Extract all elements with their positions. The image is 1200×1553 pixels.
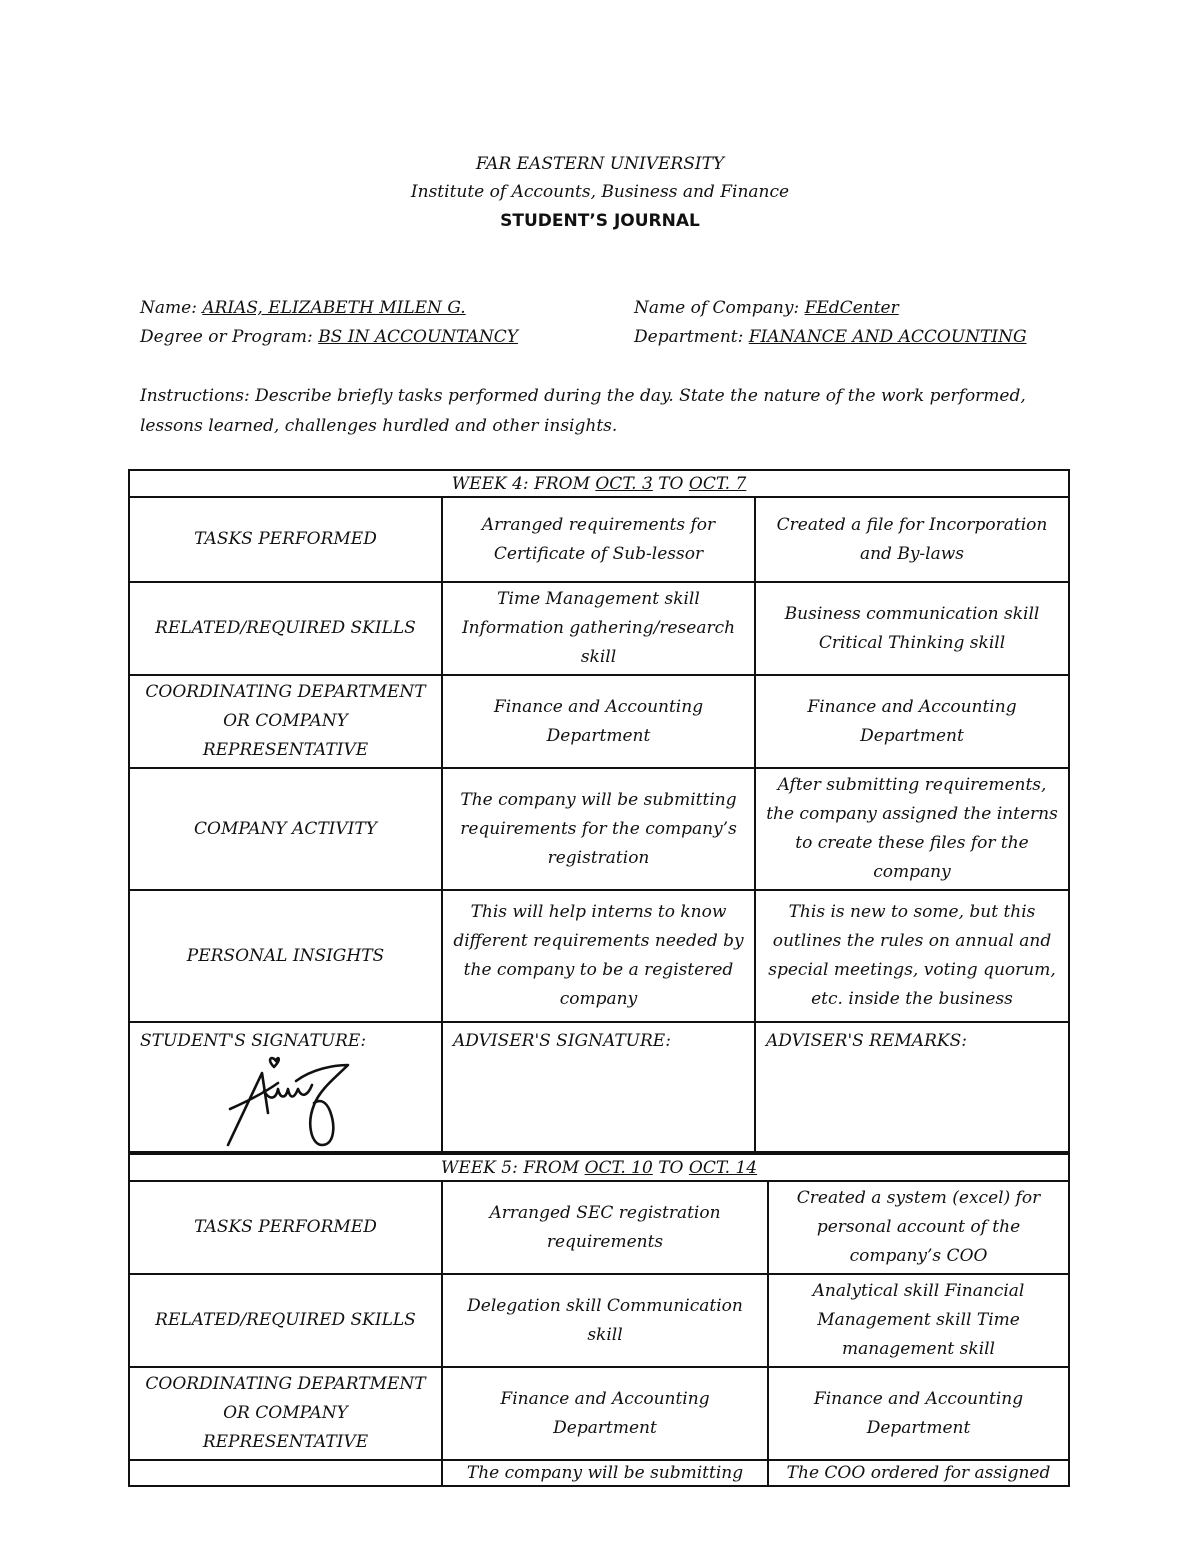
student-name-line	[140, 294, 466, 322]
handwritten-signature	[216, 1053, 366, 1149]
name-label: Name:	[140, 298, 203, 318]
department-label: Department:	[634, 327, 749, 347]
table-row	[129, 1367, 1069, 1460]
week5-title: WEEK 5: FROM OCT. 10 TO OCT. 14	[129, 1154, 1069, 1181]
table-cell: Finance and Accounting Department	[442, 1367, 768, 1460]
table-cell: The company will be submitting	[442, 1460, 768, 1486]
table-cell: Business communication skill Critical Thinking skill	[755, 582, 1069, 675]
table-cell: Finance and Accounting Department	[755, 675, 1069, 768]
table-row	[129, 582, 1069, 675]
table-cell: Finance and Accounting Department	[768, 1367, 1069, 1460]
table-row	[129, 1274, 1069, 1367]
company-line	[634, 294, 899, 322]
program-value: BS IN ACCOUNTANCY	[318, 327, 518, 347]
week5-to-date: OCT. 14	[688, 1157, 758, 1178]
row-label	[129, 1460, 442, 1486]
student-signature-cell	[129, 1022, 442, 1152]
week4-title: WEEK 4: FROM OCT. 3 TO OCT. 7	[129, 470, 1069, 497]
table-row	[129, 768, 1069, 890]
table-cell: Arranged requirements for Certificate of Sub-lessor	[442, 497, 755, 582]
table-cell: After submitting requirements, the company assigned the interns to create these files for the company	[755, 768, 1069, 890]
student-signature-label: STUDENT'S SIGNATURE:	[140, 1031, 367, 1051]
instructions-text: Instructions: Describe briefly tasks performed during the day. State the nature of the work performed, lessons learned, challenges hurdled and other insights.	[140, 386, 1026, 436]
table-cell: The COO ordered for assigned	[768, 1460, 1069, 1486]
row-label: RELATED/REQUIRED SKILLS	[129, 1274, 442, 1367]
week4-from-date: OCT. 3	[595, 473, 653, 494]
week5-table	[128, 1153, 1070, 1487]
student-name: ARIAS, ELIZABETH MILEN G.	[202, 298, 466, 318]
week4-table	[128, 469, 1070, 1153]
week4-to-date: OCT. 7	[688, 473, 747, 494]
row-label: TASKS PERFORMED	[129, 1181, 442, 1274]
row-label: TASKS PERFORMED	[129, 497, 442, 582]
table-cell: This is new to some, but this outlines the rules on annual and special meetings, voting quorum, etc. inside the business	[755, 890, 1069, 1022]
table-row	[129, 1181, 1069, 1274]
table-row	[129, 890, 1069, 1022]
row-label: COMPANY ACTIVITY	[129, 768, 442, 890]
adviser-signature-cell	[442, 1022, 755, 1152]
document-title: STUDENT’S JOURNAL	[500, 211, 700, 231]
table-cell: Created a file for Incorporation and By-laws	[755, 497, 1069, 582]
university-name: FAR EASTERN UNIVERSITY	[475, 154, 725, 174]
table-cell: Time Management skill Information gathering/research skill	[442, 582, 755, 675]
table-row	[129, 675, 1069, 768]
row-label: RELATED/REQUIRED SKILLS	[129, 582, 442, 675]
table-row	[129, 497, 1069, 582]
table-cell: Delegation skill Communication skill	[442, 1274, 768, 1367]
table-cell: The company will be submitting requirements for the company’s registration	[442, 768, 755, 890]
table-cell: Analytical skill Financial Management skill Time management skill	[768, 1274, 1069, 1367]
company-label: Name of Company:	[634, 298, 805, 318]
signature-row	[129, 1022, 1069, 1152]
program-line	[140, 323, 518, 351]
program-label: Degree or Program:	[140, 327, 319, 347]
department-value: FIANANCE AND ACCOUNTING	[748, 327, 1027, 347]
institute-name: Institute of Accounts, Business and Finance	[410, 182, 790, 202]
row-label: COORDINATING DEPARTMENT OR COMPANY REPRESENTATIVE	[129, 1367, 442, 1460]
week5-from-date: OCT. 10	[584, 1157, 653, 1178]
table-row	[129, 1460, 1069, 1486]
row-label: COORDINATING DEPARTMENT OR COMPANY REPRESENTATIVE	[129, 675, 442, 768]
adviser-remarks-cell	[755, 1022, 1069, 1152]
company-value: FEdCenter	[804, 298, 899, 318]
row-label: PERSONAL INSIGHTS	[129, 890, 442, 1022]
adviser-signature-label: ADVISER'S SIGNATURE:	[453, 1031, 671, 1051]
table-cell: This will help interns to know different requirements needed by the company to be a registered company	[442, 890, 755, 1022]
department-line	[634, 323, 1027, 351]
table-cell: Arranged SEC registration requirements	[442, 1181, 768, 1274]
document-header	[0, 150, 1200, 236]
table-cell: Finance and Accounting Department	[442, 675, 755, 768]
table-cell: Created a system (excel) for personal account of the company’s COO	[768, 1181, 1069, 1274]
adviser-remarks-label: ADVISER'S REMARKS:	[766, 1031, 967, 1051]
